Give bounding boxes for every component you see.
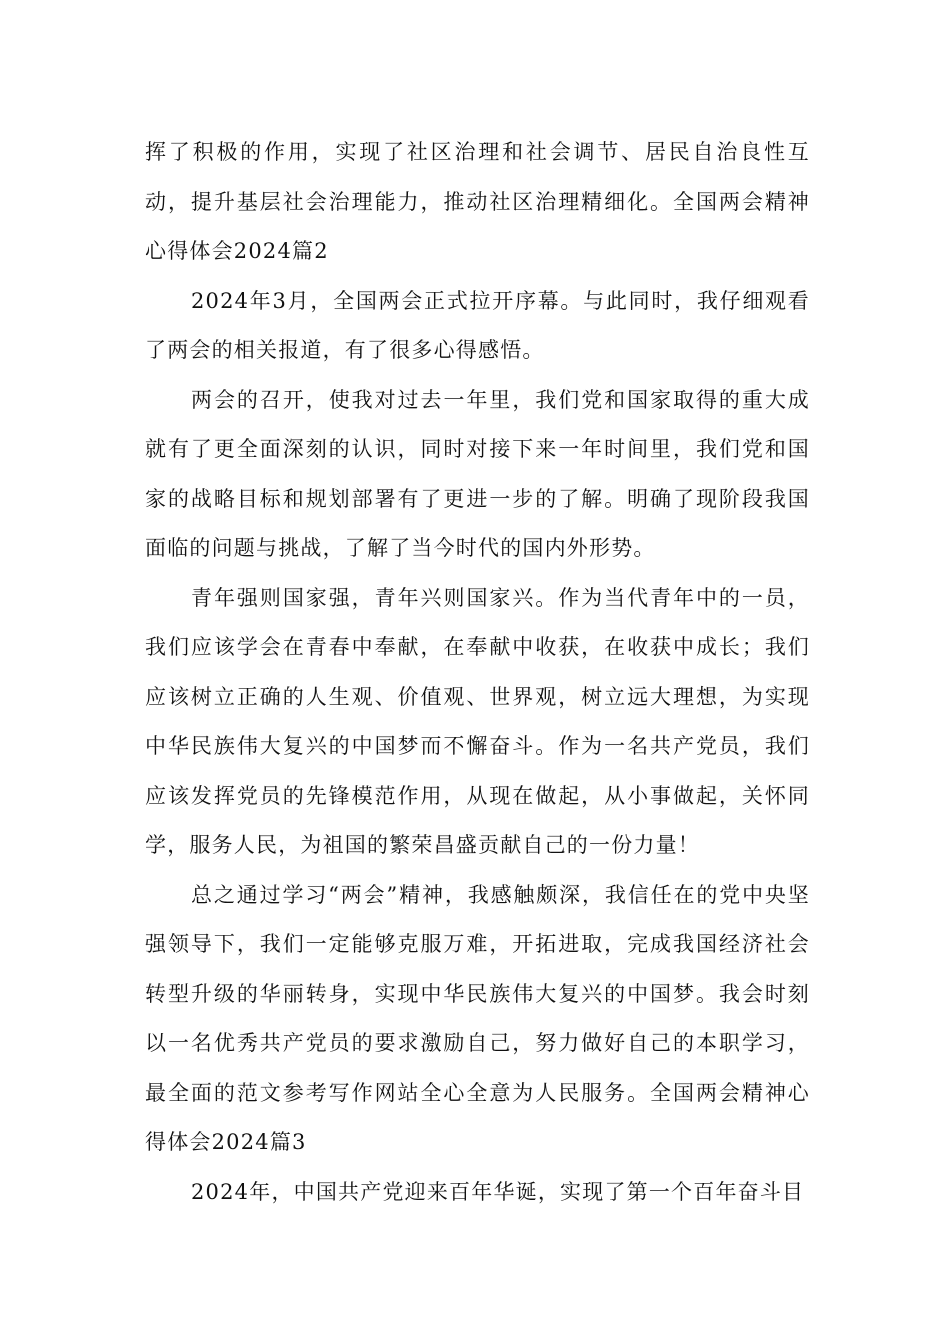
paragraph-5: 总之通过学习“两会”精神，我感触颇深，我信任在的党中央坚强领导下，我们一定能够克服万难，开拓进取，完成我国经济社会转型升级的华丽转身，实现中华民族伟大复兴的中国梦。我会时刻以一名优秀共产党员的要求激励自己，努力做好自己的本职学习，最全面的范文参考写作网站全心全意为人民服务。全国两会精神心得体会2024篇3 — [145, 882, 810, 1154]
document-body — [145, 128, 810, 1217]
paragraph-3: 两会的召开，使我对过去一年里，我们党和国家取得的重大成就有了更全面深刻的认识，同时对接下来一年时间里，我们党和国家的战略目标和规划部署有了更进一步的了解。明确了现阶段我国面临的问题与挑战，了解了当今时代的国内外形势。 — [145, 387, 810, 560]
paragraph-1: 挥了积极的作用，实现了社区治理和社会调节、居民自治良性互动，提升基层社会治理能力，推动社区治理精细化。全国两会精神心得体会2024篇2 — [145, 140, 810, 263]
paragraph-2: 2024年3月，全国两会正式拉开序幕。与此同时，我仔细观看了两会的相关报道，有了很多心得感悟。 — [145, 288, 810, 362]
paragraph-6: 2024年，中国共产党迎来百年华诞，实现了第一个百年奋斗目 — [191, 1179, 805, 1204]
paragraph-4: 青年强则国家强，青年兴则国家兴。作为当代青年中的一员，我们应该学会在青春中奉献，在奉献中收获，在收获中成长；我们应该树立正确的人生观、价值观、世界观，树立远大理想，为实现中华民族伟大复兴的中国梦而不懈奋斗。作为一名共产党员，我们应该发挥党员的先锋模范作用，从现在做起，从小事做起，关怀同学，服务人民，为祖国的繁荣昌盛贡献自己的一份力量！ — [145, 585, 810, 857]
